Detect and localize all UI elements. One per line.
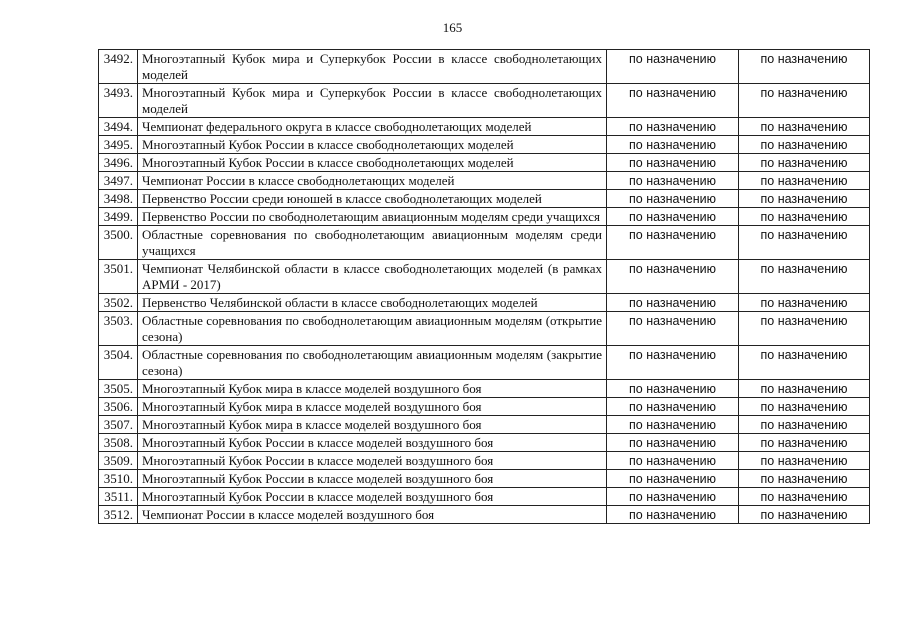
event-date: по назначению [607,434,739,452]
event-name: Чемпионат Челябинской области в классе свободнолетающих моделей (в рамках АРМИ - 2017) [138,260,607,294]
event-date: по назначению [607,470,739,488]
table-row [99,294,870,312]
event-date: по назначению [607,172,739,190]
event-place: по назначению [739,172,870,190]
event-date: по назначению [607,380,739,398]
event-name: Многоэтапный Кубок России в классе моделей воздушного боя [138,470,607,488]
table-row [99,434,870,452]
event-date: по назначению [607,84,739,118]
row-number: 3506. [99,398,138,416]
table-row [99,416,870,434]
event-name: Многоэтапный Кубок России в классе моделей воздушного боя [138,452,607,470]
event-date: по назначению [607,312,739,346]
events-table [98,49,870,524]
event-name: Многоэтапный Кубок мира в классе моделей воздушного боя [138,398,607,416]
event-date: по назначению [607,416,739,434]
table-row [99,452,870,470]
row-number: 3504. [99,346,138,380]
event-place: по назначению [739,346,870,380]
event-place: по назначению [739,470,870,488]
event-place: по назначению [739,50,870,84]
table-row [99,154,870,172]
row-number: 3505. [99,380,138,398]
event-name: Многоэтапный Кубок России в классе моделей воздушного боя [138,434,607,452]
row-number: 3503. [99,312,138,346]
event-date: по назначению [607,154,739,172]
row-number: 3512. [99,506,138,524]
event-place: по назначению [739,452,870,470]
event-name: Многоэтапный Кубок России в классе свободнолетающих моделей [138,154,607,172]
event-place: по назначению [739,380,870,398]
event-place: по назначению [739,154,870,172]
table-row [99,118,870,136]
row-number: 3499. [99,208,138,226]
event-place: по назначению [739,208,870,226]
table-row [99,208,870,226]
event-place: по назначению [739,136,870,154]
event-place: по назначению [739,312,870,346]
event-place: по назначению [739,434,870,452]
event-date: по назначению [607,118,739,136]
table-row [99,226,870,260]
event-place: по назначению [739,260,870,294]
event-name: Многоэтапный Кубок России в классе моделей воздушного боя [138,488,607,506]
table-row [99,190,870,208]
event-place: по назначению [739,226,870,260]
event-name: Многоэтапный Кубок мира и Суперкубок России в классе свободнолетающих моделей [138,50,607,84]
event-date: по назначению [607,208,739,226]
event-name: Областные соревнования по свободнолетающим авиационным моделям (открытие сезона) [138,312,607,346]
event-place: по назначению [739,488,870,506]
row-number: 3510. [99,470,138,488]
event-place: по назначению [739,398,870,416]
table-row [99,488,870,506]
row-number: 3495. [99,136,138,154]
event-date: по назначению [607,260,739,294]
row-number: 3496. [99,154,138,172]
event-name: Первенство Челябинской области в классе свободнолетающих моделей [138,294,607,312]
event-date: по назначению [607,346,739,380]
event-place: по назначению [739,294,870,312]
table-row [99,346,870,380]
table-row [99,506,870,524]
event-date: по назначению [607,136,739,154]
event-date: по назначению [607,488,739,506]
events-table-body [99,50,870,524]
row-number: 3508. [99,434,138,452]
page-number: 165 [442,20,463,35]
event-place: по назначению [739,416,870,434]
event-name: Многоэтапный Кубок мира в классе моделей воздушного боя [138,380,607,398]
event-name: Областные соревнования по свободнолетающим авиационным моделям среди учащихся [138,226,607,260]
row-number: 3511. [99,488,138,506]
event-date: по назначению [607,50,739,84]
row-number: 3507. [99,416,138,434]
event-place: по назначению [739,118,870,136]
row-number: 3498. [99,190,138,208]
event-date: по назначению [607,398,739,416]
event-place: по назначению [739,190,870,208]
event-date: по назначению [607,226,739,260]
event-place: по назначению [739,84,870,118]
table-row [99,172,870,190]
event-place: по назначению [739,506,870,524]
table-row [99,398,870,416]
event-name: Многоэтапный Кубок России в классе свободнолетающих моделей [138,136,607,154]
event-date: по назначению [607,294,739,312]
event-date: по назначению [607,190,739,208]
row-number: 3493. [99,84,138,118]
event-name: Многоэтапный Кубок мира и Суперкубок России в классе свободнолетающих моделей [138,84,607,118]
event-date: по назначению [607,506,739,524]
table-row [99,260,870,294]
table-row [99,380,870,398]
row-number: 3509. [99,452,138,470]
row-number: 3494. [99,118,138,136]
row-number: 3500. [99,226,138,260]
event-name: Чемпионат России в классе моделей воздушного боя [138,506,607,524]
event-name: Первенство России по свободнолетающим авиационным моделям среди учащихся [138,208,607,226]
event-name: Чемпионат России в классе свободнолетающих моделей [138,172,607,190]
event-name: Областные соревнования по свободнолетающим авиационным моделям (закрытие сезона) [138,346,607,380]
row-number: 3497. [99,172,138,190]
event-name: Первенство России среди юношей в классе свободнолетающих моделей [138,190,607,208]
table-row [99,50,870,84]
table-row [99,136,870,154]
row-number: 3492. [99,50,138,84]
row-number: 3501. [99,260,138,294]
table-row [99,84,870,118]
event-date: по назначению [607,452,739,470]
event-name: Многоэтапный Кубок мира в классе моделей воздушного боя [138,416,607,434]
event-name: Чемпионат федерального округа в классе свободнолетающих моделей [138,118,607,136]
table-row [99,470,870,488]
table-row [99,312,870,346]
row-number: 3502. [99,294,138,312]
